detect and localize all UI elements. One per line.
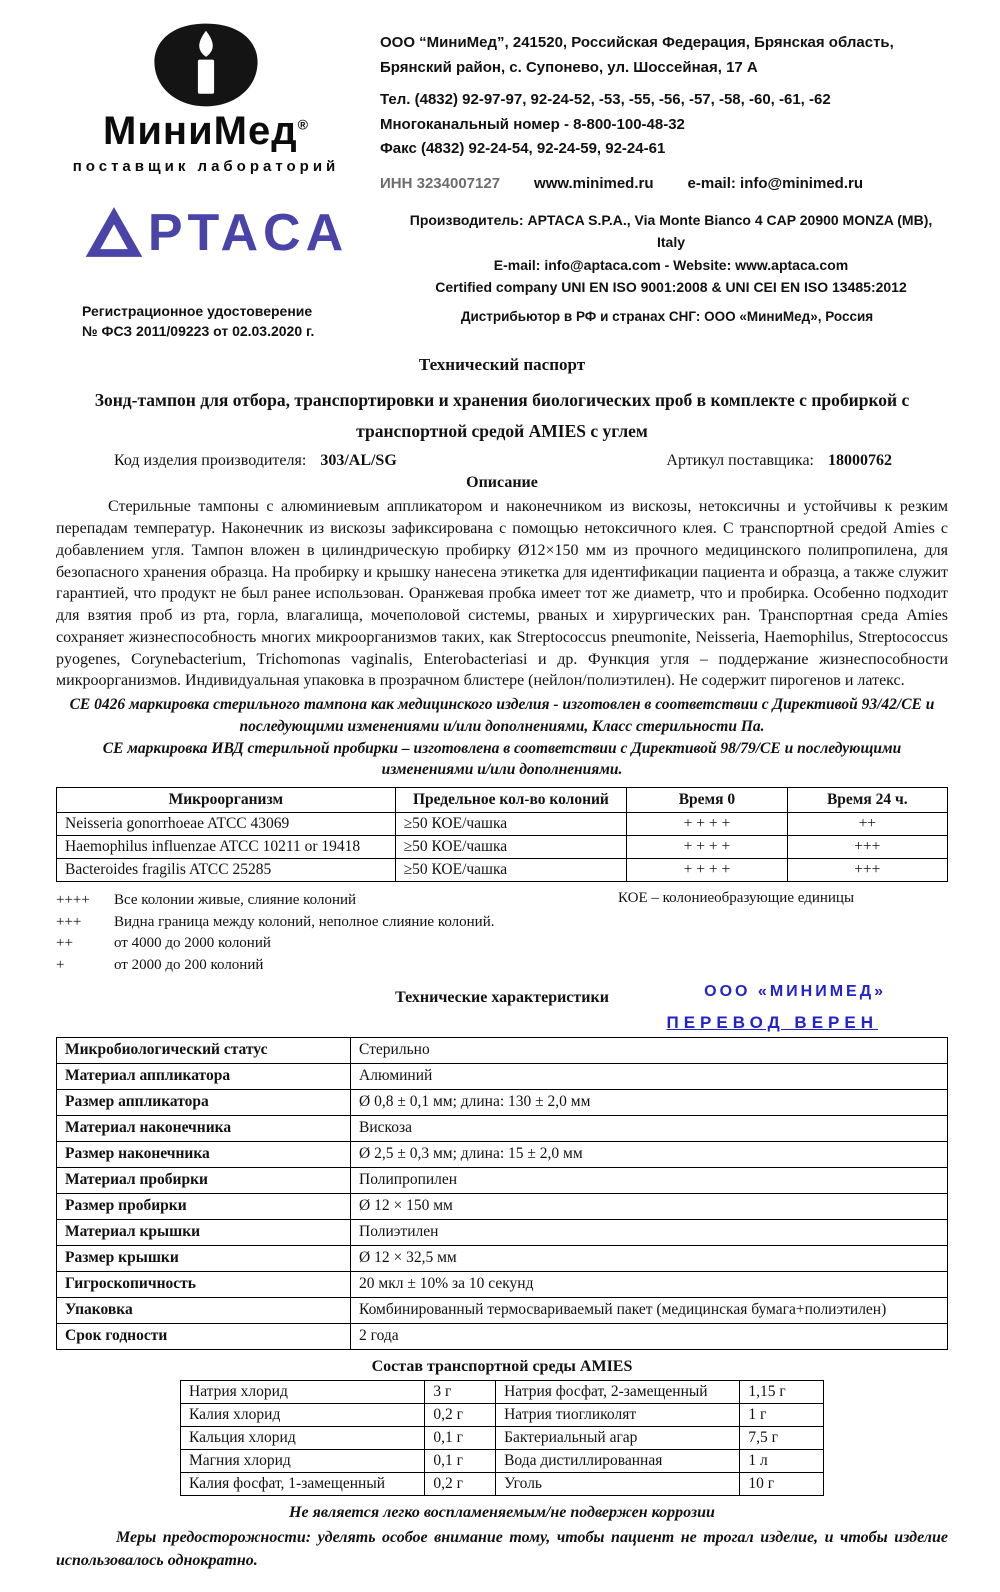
- supplier-inn: ИНН 3234007127: [380, 174, 501, 192]
- legend-marker: ++++: [56, 891, 90, 908]
- tech-param: Материал пробирки: [57, 1167, 351, 1193]
- tech-row: [57, 1297, 948, 1323]
- microbe-header-organism: Микроорганизм: [57, 787, 396, 812]
- supplier-hotline: Многоканальный номер - 8-800-100-48-32: [380, 115, 685, 133]
- distributor-line: Дистрибьютор в РФ и странах СНГ: ООО «МиниМед», Россия: [460, 308, 874, 324]
- tech-row: [57, 1089, 948, 1115]
- flammability-note: Не является легко воспламеняемым/не подвержен коррозии: [289, 1503, 715, 1521]
- tech-param: Срок годности: [57, 1323, 351, 1349]
- comp-name: Натрия хлорид: [181, 1380, 425, 1403]
- tech-heading: Технические характеристики: [395, 988, 609, 1006]
- legend: [56, 890, 948, 977]
- tech-value: Ø 2,5 ± 0,3 мм; длина: 15 ± 2,0 мм: [351, 1141, 948, 1167]
- producer-code-label: Код изделия производителя:: [114, 452, 307, 470]
- tech-row: [57, 1271, 948, 1297]
- tech-param: Размер крышки: [57, 1245, 351, 1271]
- legend-text: от 4000 до 2000 колоний: [114, 935, 271, 952]
- supplier-code: [666, 452, 892, 470]
- microbe-header-time24: Время 24 ч.: [787, 787, 947, 812]
- comp-amount: 0,1 г: [425, 1426, 496, 1449]
- comp-name: Кальция хлорид: [181, 1426, 425, 1449]
- producer-code-value: 303/AL/SG: [320, 452, 397, 470]
- tech-value: Ø 0,8 ± 0,1 мм; длина: 130 ± 2,0 мм: [351, 1089, 948, 1115]
- tech-param: Размер аппликатора: [57, 1089, 351, 1115]
- tech-row: [57, 1323, 948, 1349]
- minimed-logo: [56, 18, 356, 195]
- tech-row: [57, 1219, 948, 1245]
- supplier-website: www.minimed.ru: [534, 174, 654, 192]
- microbe-row: [57, 835, 948, 858]
- microbe-header-row: [57, 787, 948, 812]
- tech-heading-row: [56, 981, 948, 1037]
- microbe-cell-name: Neisseria gonorrhoeae ATCC 43069: [57, 812, 396, 835]
- tech-param: Материал крышки: [57, 1219, 351, 1245]
- precautions-note: Меры предосторожности: уделять особое внимание тому, чтобы пациент не трогал изделие, и чтобы изделие использовалось однократно.: [56, 1528, 948, 1570]
- composition-table: [180, 1380, 824, 1496]
- brand-wordmark: [56, 110, 356, 152]
- registration-line2: № ФСЗ 2011/09223 от 02.03.2020 г.: [82, 322, 315, 339]
- aptaca-wordmark: PTACA: [147, 204, 349, 262]
- microbe-cell-time0: + + + +: [627, 812, 787, 835]
- microbe-header-time0: Время 0: [627, 787, 787, 812]
- tech-row: [57, 1037, 948, 1063]
- tech-value: 2 года: [351, 1323, 948, 1349]
- comp-name: Калия хлорид: [181, 1403, 425, 1426]
- tech-value: Вискоза: [351, 1115, 948, 1141]
- reg-mark: ®: [297, 116, 309, 133]
- translation-stamp-company: ООО «МИНИМЕД»: [704, 982, 886, 1000]
- supplier-fax: Факс (4832) 92-24-54, 92-24-59, 92-24-61: [380, 140, 666, 157]
- minimed-emblem-icon: [143, 20, 269, 110]
- product-title: Зонд-тампон для отбора, транспортировки и хранения биологических проб в комплекте с пробиркой с транспортной средой AMIES с углем: [94, 390, 910, 441]
- legend-text: Видна граница между колоний, неполное слияние колоний.: [114, 913, 495, 930]
- tech-row: [57, 1115, 948, 1141]
- brand-tagline: поставщик лабораторий: [72, 158, 340, 175]
- composition-row: [181, 1380, 824, 1403]
- legend-text: от 2000 до 200 колоний: [114, 957, 264, 974]
- composition-row: [181, 1449, 824, 1472]
- comp-name: Магния хлорид: [181, 1449, 425, 1472]
- microbe-cell-time24: ++: [787, 812, 947, 835]
- manufacturer-header: [56, 201, 948, 299]
- tech-value: Ø 12 × 150 мм: [351, 1193, 948, 1219]
- tech-value: 20 мкл ± 10% за 10 секунд: [351, 1271, 948, 1297]
- ce-note-2: СЕ маркировка ИВД стерильной пробирки – изготовлена в соответствии с Директивой 98/79/СЕ и последующими изменениями и/или дополнениями.: [102, 739, 902, 779]
- supplier-phone: Тел. (4832) 92-97-97, 92-24-52, -53, -55, -56, -57, -58, -60, -61, -62: [380, 91, 831, 108]
- translation-stamp-verified: ПЕРЕВОД ВЕРЕН: [666, 1012, 878, 1032]
- tech-param: Материал аппликатора: [57, 1063, 351, 1089]
- microbe-cell-colonies: ≥50 КОЕ/чашка: [395, 812, 627, 835]
- microbe-cell-time24: +++: [787, 835, 947, 858]
- microbe-cell-time0: + + + +: [627, 835, 787, 858]
- codes-row: [56, 452, 948, 470]
- microbe-table: [56, 787, 948, 882]
- registration-certificate: [56, 301, 386, 342]
- microbe-header-colonies: Предельное кол-во колоний: [395, 787, 627, 812]
- supplier-header: [56, 18, 948, 195]
- comp-amount: 3 г: [425, 1380, 496, 1403]
- comp-name: Натрия фосфат, 2-замещенный: [496, 1380, 740, 1403]
- composition-row: [181, 1426, 824, 1449]
- microbe-row: [57, 812, 948, 835]
- aptaca-logo: [56, 201, 376, 262]
- microbe-cell-colonies: ≥50 КОЕ/чашка: [395, 835, 627, 858]
- comp-name: Натрия тиогликолят: [496, 1403, 740, 1426]
- comp-amount: 1 г: [740, 1403, 824, 1426]
- legend-text: Все колонии живые, слияние колоний: [114, 891, 357, 908]
- ce-note-1: СЕ 0426 маркировка стерильного тампона как медицинского изделия - изготовлен в соответствии с Директивой 93/42/СЕ и последующими изменениями и/или дополнениями, Класс стерильности Па.: [69, 696, 935, 735]
- legend-marker: +: [56, 957, 65, 974]
- legend-item: [56, 933, 618, 955]
- tech-value: Алюминий: [351, 1063, 948, 1089]
- legend-item: [56, 955, 618, 977]
- tech-value: Комбинированный термосвариваемый пакет (медицинская бумага+полиэтилен): [351, 1297, 948, 1323]
- composition-row: [181, 1403, 824, 1426]
- tech-value: Полиэтилен: [351, 1219, 948, 1245]
- legend-marker: ++: [56, 935, 73, 952]
- microbe-cell-name: Bacteroides fragilis ATCC 25285: [57, 858, 396, 881]
- legend-items: [56, 890, 618, 977]
- microbe-row: [57, 858, 948, 881]
- manufacturer-producer-line: Производитель: APTACA S.P.A., Via Monte Bianco 4 CAP 20900 MONZA (MB), Italy: [409, 212, 933, 251]
- tech-value: Стерильно: [351, 1037, 948, 1063]
- legend-item: [56, 912, 618, 934]
- comp-name: Вода дистиллированная: [496, 1449, 740, 1472]
- comp-amount: 7,5 г: [740, 1426, 824, 1449]
- microbe-cell-time0: + + + +: [627, 858, 787, 881]
- registration-row: [56, 301, 948, 342]
- comp-name: Калия фосфат, 1-замещенный: [181, 1472, 425, 1495]
- composition-heading: Состав транспортной среды AMIES: [371, 1357, 633, 1375]
- producer-code: [114, 452, 666, 470]
- manufacturer-contacts-line: E-mail: info@aptaca.com - Website: www.aptaca.com: [493, 256, 849, 273]
- aptaca-triangle-icon: [84, 205, 144, 259]
- legend-marker: +++: [56, 913, 82, 930]
- comp-name: Уголь: [496, 1472, 740, 1495]
- description-heading: Описание: [466, 474, 538, 492]
- tech-row: [57, 1245, 948, 1271]
- supplier-address-line1: ООО “МиниМед”, 241520, Российская Федерация, Брянская область,: [380, 34, 894, 51]
- tech-param: Размер пробирки: [57, 1193, 351, 1219]
- comp-amount: 10 г: [740, 1472, 824, 1495]
- supplier-code-value: 18000762: [828, 452, 892, 470]
- doc-title: Технический паспорт: [418, 355, 586, 375]
- supplier-code-label: Артикул поставщика:: [666, 452, 814, 470]
- composition-row: [181, 1472, 824, 1495]
- comp-amount: 0,2 г: [425, 1472, 496, 1495]
- comp-amount: 0,1 г: [425, 1449, 496, 1472]
- microbe-cell-time24: +++: [787, 858, 947, 881]
- tech-param: Размер наконечника: [57, 1141, 351, 1167]
- tech-param: Гигроскопичность: [57, 1271, 351, 1297]
- registration-line1: Регистрационное удостоверение: [82, 302, 313, 319]
- supplier-ids-row: [380, 173, 948, 196]
- brand-name: МиниМед: [103, 109, 298, 153]
- supplier-email: e-mail: info@minimed.ru: [687, 174, 863, 192]
- tech-row: [57, 1141, 948, 1167]
- legend-item: [56, 890, 618, 912]
- comp-name: Бактериальный агар: [496, 1426, 740, 1449]
- comp-amount: 0,2 г: [425, 1403, 496, 1426]
- tech-param: Материал наконечника: [57, 1115, 351, 1141]
- tech-row: [57, 1063, 948, 1089]
- description-text: Стерильные тампоны с алюминиевым аппликатором и наконечником из вискозы, нетоксичны и устойчивы к резким перепадам температур. Наконечник из вискозы зафиксирована с помощью нетоксичного клея. С транспортной средой Amies с добавлением угля. Тампон вложен в цилиндрическую пробирку Ø12×150 мм из прочного медицинского полипропилена, для безопасного хранения образца. На пробирку и крышку нанесена этикетка для идентификации пациента и образца, а также служит гарантией, что продукт не был ранее использован. Оранжевая пробка имеет тот же диаметр, что и пробирка. Особенно подходит для взятия проб из рта, горла, влагалища, мочеполовой системы, рваных и хирургических ран. Транспортная среда Amies сохраняет жизнеспособность многих микроорганизмов таких, как Streptococcus pneumonite, Neisseria, Haemophilus, Streptococcus pyogenes, Corynebacterium, Trichomonas vaginalis, Enterobacteriasi и др. Функция угля – поддержание жизнеспособности микроорганизмов. Индивидуальная упаковка в прозрачном блистере (нейлон/полиэтилен). Не содержит пирогенов и латекс.: [56, 498, 948, 690]
- tech-value: Полипропилен: [351, 1167, 948, 1193]
- comp-amount: 1 л: [740, 1449, 824, 1472]
- tech-row: [57, 1167, 948, 1193]
- manufacturer-certified-line: Certified company UNI EN ISO 9001:2008 & UNI CEI EN ISO 13485:2012: [435, 279, 907, 296]
- tech-table: [56, 1037, 948, 1350]
- supplier-contacts: [380, 18, 948, 195]
- comp-amount: 1,15 г: [740, 1380, 824, 1403]
- manufacturer-info: [394, 201, 948, 299]
- tech-row: [57, 1193, 948, 1219]
- tech-param: Упаковка: [57, 1297, 351, 1323]
- supplier-address-line2: Брянский район, с. Супонево, ул. Шоссейная, 17 А: [380, 58, 758, 76]
- koe-note: КОЕ – колониеобразующие единицы: [618, 889, 855, 906]
- tech-value: Ø 12 × 32,5 мм: [351, 1245, 948, 1271]
- microbe-cell-colonies: ≥50 КОЕ/чашка: [395, 858, 627, 881]
- microbe-cell-name: Haemophilus influenzae ATCC 10211 or 19418: [57, 835, 396, 858]
- tech-param: Микробиологический статус: [57, 1037, 351, 1063]
